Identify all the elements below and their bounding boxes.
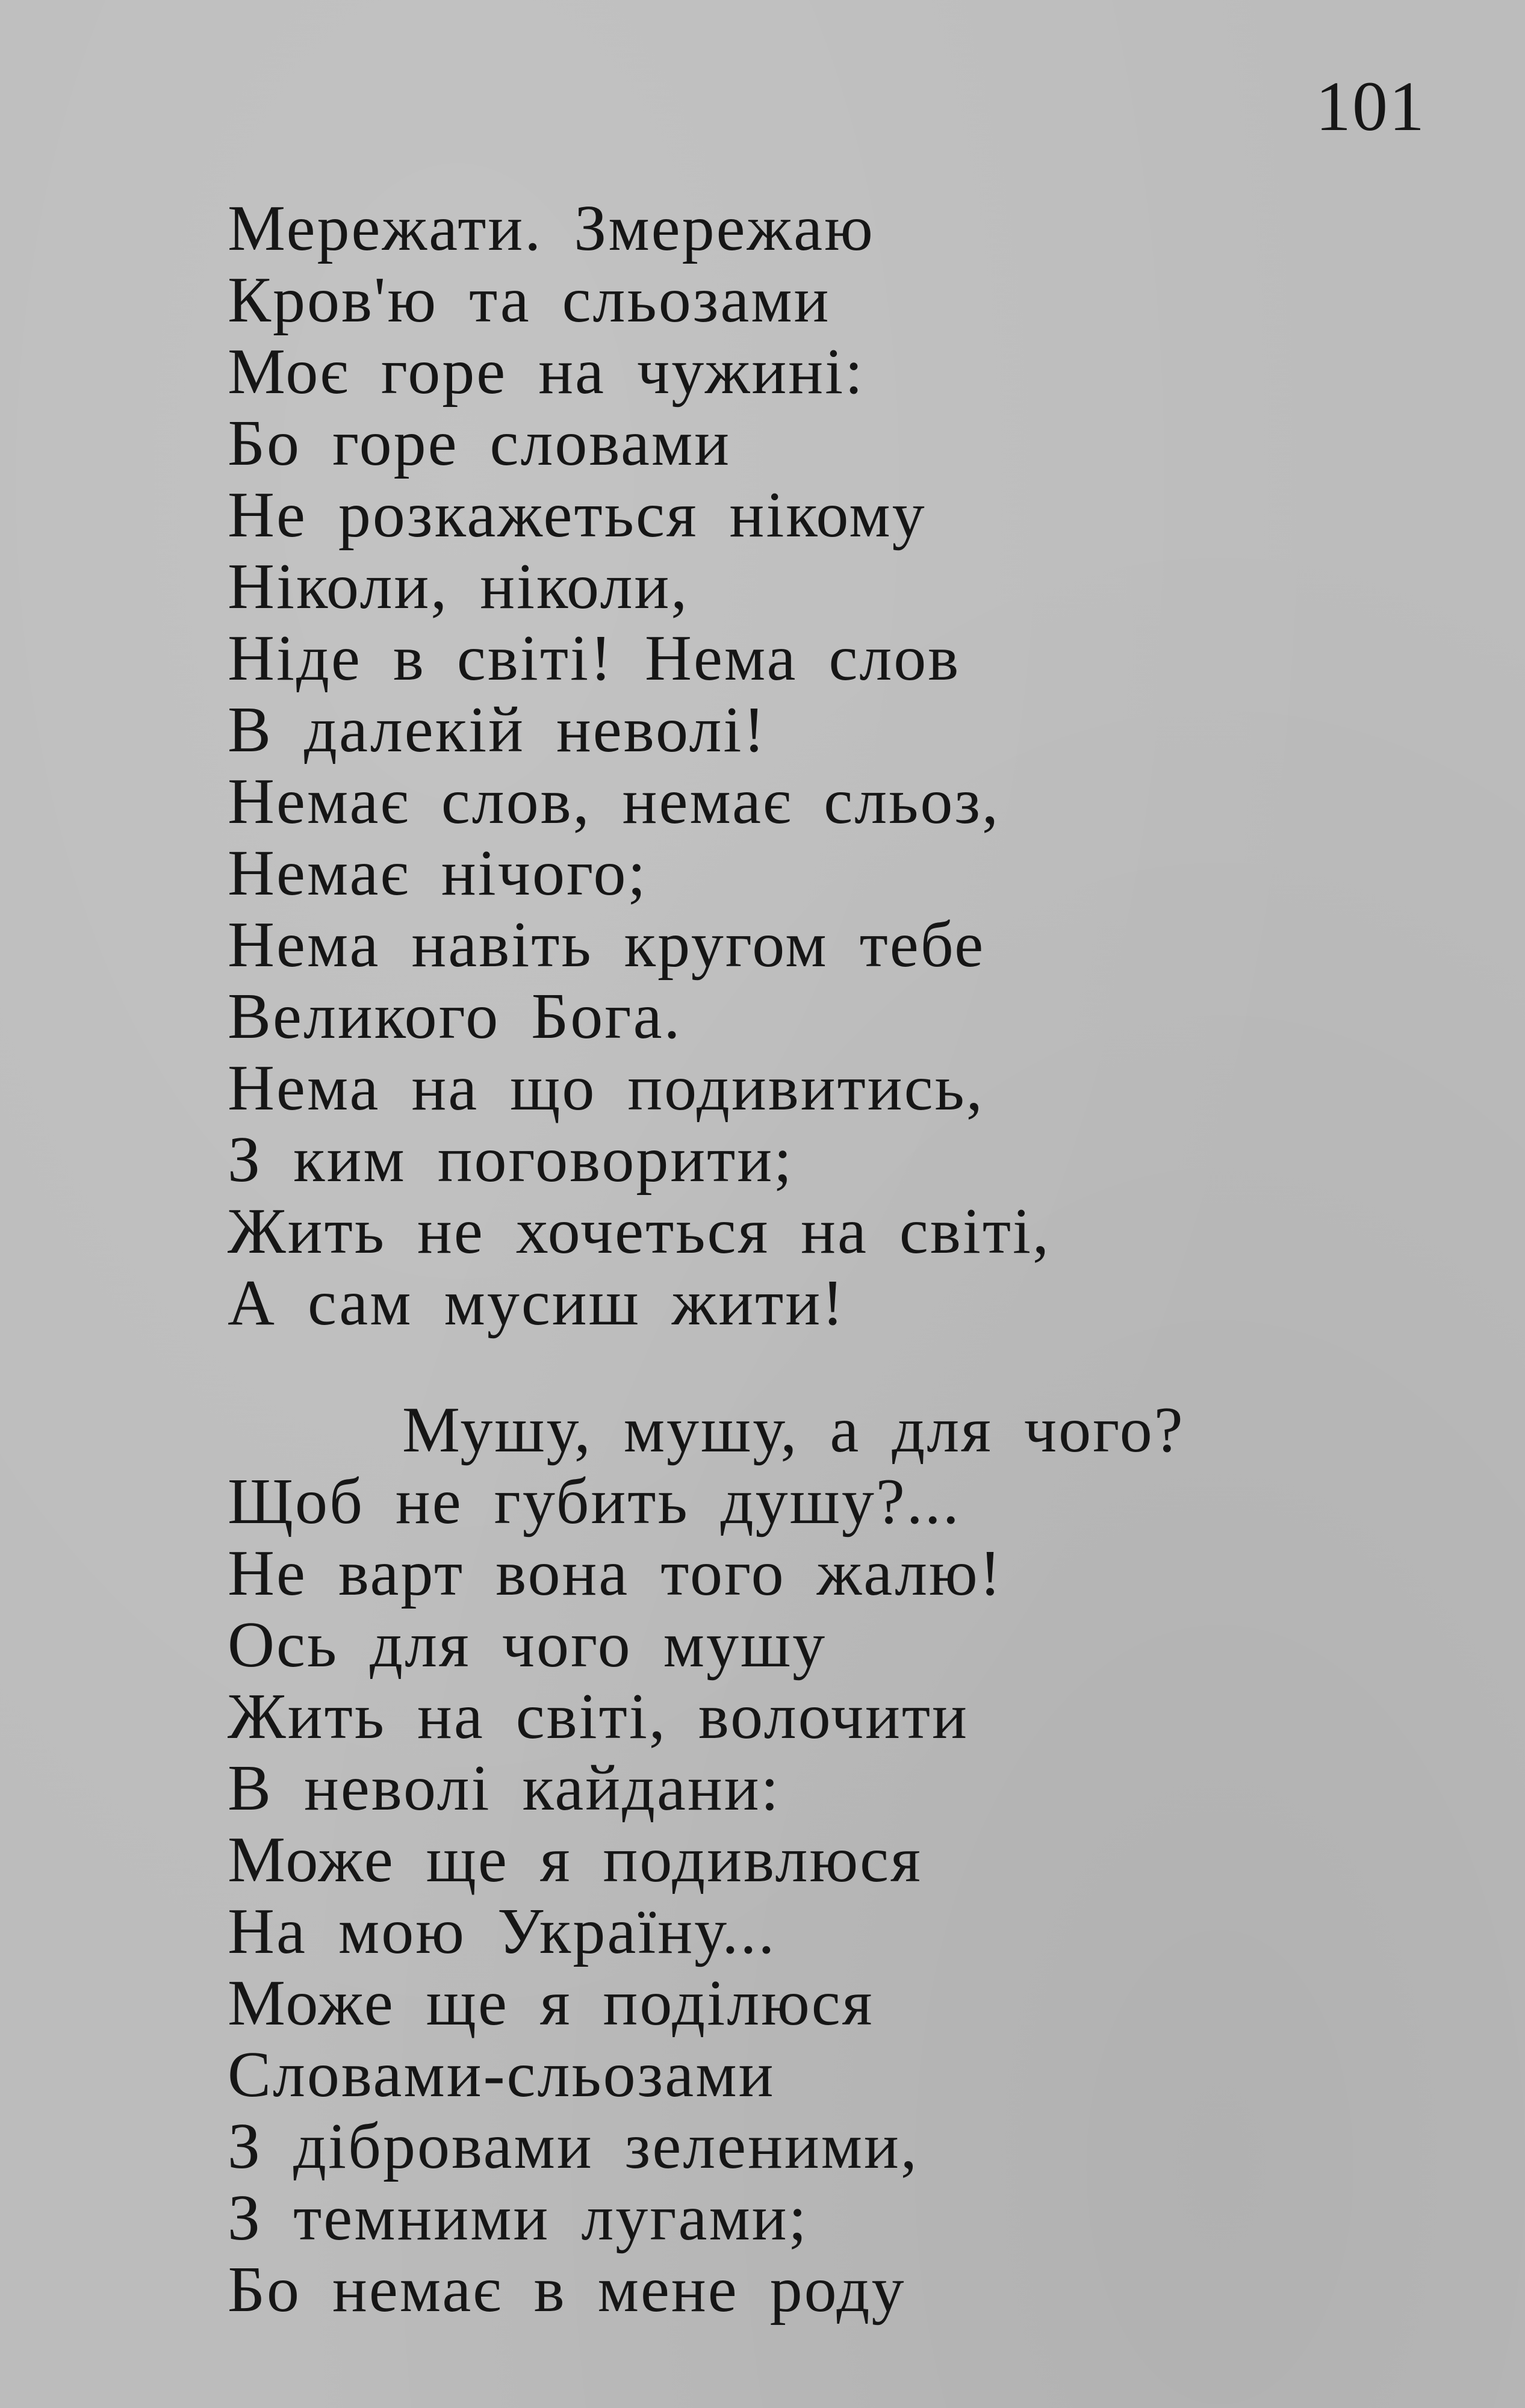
poem-line: Нема навіть кругом тебе — [228, 909, 986, 981]
poem-line: Мережати. Змережаю — [228, 193, 875, 264]
poem-line: Нема на що подивитись, — [228, 1052, 984, 1124]
poem-line: В неволі кайдани: — [228, 1752, 781, 1824]
poem-line: Словами-сльозами — [228, 2039, 775, 2111]
poem-line: Немає слов, немає сльоз, — [228, 766, 1001, 837]
poem-line: З дібровами зеленими, — [228, 2111, 919, 2182]
poem-line: Жить не хочеться на світі, — [228, 1196, 1051, 1267]
poem-line: Не розкажеться нікому — [228, 479, 927, 551]
poem-line: Може ще я подивлюся — [228, 1824, 922, 1896]
stanza — [228, 193, 1371, 1339]
poem-line: Може ще я поділюся — [228, 1967, 874, 2039]
poem-line: З темними лугами; — [228, 2182, 809, 2254]
poem-line: Жить на світі, волочити — [228, 1681, 969, 1752]
poem-line: Бо немає в мене роду — [228, 2254, 906, 2326]
poem-line: Великого Бога. — [228, 981, 682, 1052]
poem-line: Моє горе на чужині: — [228, 336, 865, 408]
poem-line: Щоб не губить душу?... — [228, 1466, 961, 1538]
stanza — [228, 1394, 1371, 2326]
poem-line: З ким поговорити; — [228, 1124, 794, 1196]
poem-text — [228, 193, 1371, 2326]
poem-line: Немає нічого; — [228, 837, 648, 909]
poem-line: Ніде в світі! Нема слов — [228, 622, 961, 694]
poem-line: В далекій неволі! — [228, 694, 767, 766]
poem-line: Бо горе словами — [228, 408, 731, 479]
poem-line: Ось для чого мушу — [228, 1609, 827, 1681]
poem-line: Кров'ю та сльозами — [228, 264, 831, 336]
poem-line: А сам мусиш жити! — [228, 1267, 846, 1339]
poem-line: Ніколи, ніколи, — [228, 551, 689, 622]
poem-line: Мушу, мушу, а для чого? — [402, 1394, 1185, 1466]
page-number: 101 — [1315, 67, 1426, 146]
poem-line: Не варт вона того жалю! — [228, 1538, 1003, 1609]
poem-line: На мою Україну... — [228, 1896, 777, 1967]
